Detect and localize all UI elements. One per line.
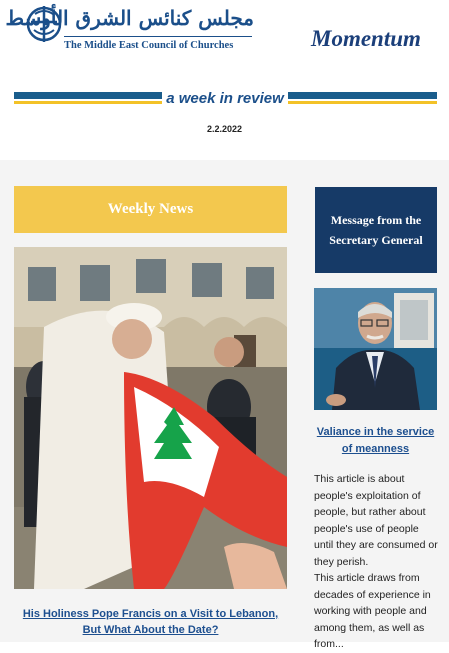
newsletter-header bbox=[0, 0, 449, 160]
pope-photo[interactable] bbox=[14, 247, 287, 589]
message-from-sg-label: Message from the Secretary General bbox=[329, 213, 423, 247]
pope-flag-photo-icon bbox=[14, 247, 287, 589]
secretary-general-portrait-icon bbox=[314, 288, 437, 410]
logo-english-text: The Middle East Council of Churches bbox=[64, 40, 234, 51]
content-area bbox=[0, 160, 449, 650]
banner-rule-left bbox=[14, 92, 162, 108]
sg-article-link[interactable]: Valiance in the service of meanness bbox=[316, 426, 435, 455]
newsletter-title: Momentum bbox=[311, 26, 421, 51]
banner-rule-right bbox=[288, 92, 437, 108]
excerpt-paragraph-1: This article is about people's exploitation of people, but rather about people's use of people until they are consumed or they perish. bbox=[314, 473, 438, 568]
banner-text: a week in review bbox=[166, 90, 284, 107]
logo-arabic-text: مجلس كنائس الشرق الأوسط bbox=[5, 6, 254, 30]
message-from-sg-heading bbox=[315, 187, 437, 273]
weekly-news-heading bbox=[14, 186, 287, 233]
excerpt-paragraph-2: This article draws from decades of experience in working with people and among them, as well as from... bbox=[314, 572, 431, 650]
issue-date: 2.2.2022 bbox=[206, 124, 243, 134]
sg-article-excerpt bbox=[314, 471, 438, 653]
weekly-news-label: Weekly News bbox=[107, 201, 194, 217]
pope-article-link[interactable]: His Holiness Pope Francis on a Visit to Lebanon, But What About the Date? bbox=[22, 608, 279, 636]
secretary-general-photo[interactable] bbox=[314, 288, 437, 410]
week-in-review-banner bbox=[14, 92, 437, 108]
mecc-logo[interactable] bbox=[5, 2, 254, 54]
logo-divider bbox=[64, 36, 252, 37]
